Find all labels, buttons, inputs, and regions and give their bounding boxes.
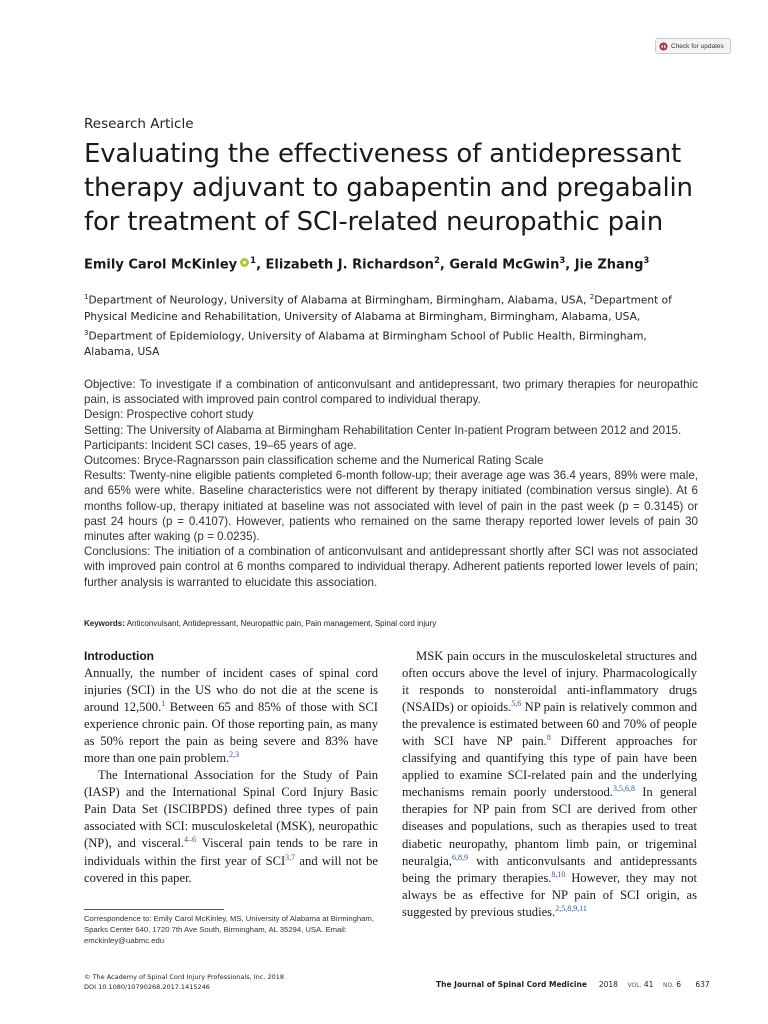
author-name[interactable]: Jie Zhang xyxy=(574,257,644,273)
abstract-objective xyxy=(84,377,698,407)
volume-label: VOL. xyxy=(627,982,642,989)
affiliation-text: Department of Neurology, University of Alabama at Birmingham, Birmingham, Alabama, USA, xyxy=(88,294,587,307)
abstract-results xyxy=(84,468,698,544)
citation-link[interactable]: 5,6 xyxy=(511,698,522,708)
keywords-label: Keywords: xyxy=(84,619,125,628)
abstract-text: To investigate if a combination of anticonvulsant and antidepressant, two primary therapies for neuropathic pain, is associated with improved pain control compared to individual therapy. xyxy=(84,378,698,407)
journal-year: 2018 xyxy=(598,980,618,989)
section-heading-introduction: Introduction xyxy=(84,649,154,663)
abstract-outcomes xyxy=(84,453,698,468)
abstract-text: The University of Alabama at Birmingham Rehabilitation Center In-patient Program between 2012 and 2015. xyxy=(123,423,682,437)
body-column-left xyxy=(84,665,378,887)
footnote-divider xyxy=(84,909,224,910)
abstract-text: The initiation of a combination of anticonvulsant and antidepressant shortly after SCI was not associated with improved pain control at 6 months compared to individual therapy. Adherent patients reported lower levels of pain; further analysis is warranted to elucidate this association. xyxy=(84,545,698,589)
check-for-updates-label: Check for updates xyxy=(671,42,724,50)
body-paragraph: Annually, the number of incident cases of spinal cord injuries (SCI) in the US who do not die at the scene is around 12,500.$^1$ Between 65 and 85% of those with SCI experience chronic pain. Of those reporting pain, as many as 50% report the pain as being severe and 83% have more than one pain problem.$^{2,3}$ xyxy=(84,666,379,766)
journal-name: The Journal of Spinal Cord Medicine xyxy=(436,980,587,989)
issue-label: NO. xyxy=(662,982,674,989)
abstract-design xyxy=(84,407,698,422)
footer-copyright xyxy=(84,972,284,992)
author-affiliation-ref: 3 xyxy=(559,256,566,266)
abstract-label: Participants: xyxy=(84,438,148,452)
citation-link[interactable]: 4–6 xyxy=(184,835,197,845)
author-affiliation-ref: 2 xyxy=(433,256,440,266)
copyright-line: © The Academy of Spinal Cord Injury Professionals, Inc. 2018 xyxy=(84,973,285,981)
abstract xyxy=(84,377,698,590)
body-column-right xyxy=(402,648,697,921)
affiliation-text: Department of Epidemiology, University of Alabama at Birmingham School of Public Health, Birmingham, Alabama, USA xyxy=(84,330,647,359)
citation-link[interactable]: 1 xyxy=(161,698,166,708)
citation-link[interactable]: 2,3 xyxy=(229,750,240,760)
article-title: Evaluating the effectiveness of antidepressant therapy adjuvant to gabapentin and pregabalin for treatment of SCI-related neuropathic pain xyxy=(84,139,693,237)
crossmark-icon xyxy=(659,42,668,51)
citation-link[interactable]: 3,7 xyxy=(285,852,296,862)
citation-link[interactable]: 6,8,9 xyxy=(452,852,468,862)
page-number: 637 xyxy=(695,980,710,989)
author-affiliation-ref: 3 xyxy=(643,256,650,266)
abstract-conclusions xyxy=(84,544,698,590)
citation-link[interactable]: 2,5,8,9,11 xyxy=(555,903,587,913)
affiliation-text: Department of Physical Medicine and Rehabilitation, University of Alabama at Birmingham, Birmingham, Alabama, USA, xyxy=(84,294,672,323)
volume-number: 41 xyxy=(643,980,654,989)
author-list: Emily Carol McKinley $^1$, Elizabeth J. Richardson$^2$, Gerald McGwin$^3$, Jie Zhang$^3$ xyxy=(84,256,650,273)
abstract-label: Design: xyxy=(84,408,124,422)
abstract-label: Setting: xyxy=(84,423,124,437)
doi-line[interactable]: DOI 10.1080/10790268.2017.1415246 xyxy=(84,983,210,991)
abstract-setting xyxy=(84,423,698,438)
abstract-text: Twenty-nine eligible patients completed 6-month follow-up; their average age was 36.4 years, 89% were male, and 65% were white. Baseline characteristics were not different by therapy initiated (combination versus single). At 6 months follow-up, therapy initiated at baseline was not associated with level of pain in the past week (p = 0.3145) or past 24 hours (p = 0.4107). However, patients who remained on the same therapy reported lower levels of pain 30 minutes after waking (p = 0.0235). xyxy=(84,469,698,544)
keywords xyxy=(84,619,436,628)
citation-link[interactable]: 8,10 xyxy=(551,869,566,879)
abstract-label: Outcomes: xyxy=(84,454,141,468)
affiliations xyxy=(84,289,694,360)
keywords-text: Anticonvulsant, Antidepressant, Neuropathic pain, Pain management, Spinal cord injury xyxy=(124,619,437,628)
affiliation-marker: 1 xyxy=(84,293,89,301)
abstract-label: Conclusions: xyxy=(84,545,151,559)
author-name[interactable]: Gerald McGwin xyxy=(449,257,560,273)
citation-link[interactable]: 3,5,6,8 xyxy=(612,784,635,794)
article-type: Research Article xyxy=(84,116,194,132)
author-name[interactable]: Elizabeth J. Richardson xyxy=(265,257,434,273)
abstract-text: Incident SCI cases, 19–65 years of age. xyxy=(147,438,357,452)
author-affiliation-ref: 1 xyxy=(250,256,257,266)
check-for-updates-button[interactable] xyxy=(655,38,731,54)
correspondence-note: Correspondence to: Emily Carol McKinley, MS, University of Alabama at Birmingham, Sparks Center 640, 1720 7th Ave South, Birmingham, AL 35294, USA. Email: emckinley@uabmc.edu xyxy=(84,914,374,945)
abstract-text: Bryce-Ragnarsson pain classification scheme and the Numerical Rating Scale xyxy=(140,454,544,468)
issue-number: 6 xyxy=(676,980,682,989)
abstract-text: Prospective cohort study xyxy=(123,408,254,422)
body-paragraph: MSK pain occurs in the musculoskeletal structures and often occurs above the level of injury. Pharmacologically it responds to nonsteroidal anti-inflammatory drugs (NSAIDs) or opioids.$^{5,6}$ NP pain is relatively common and the prevalence is estimated between 60 and 70% of people with SCI have NP pain.$^8$ Different approaches for classifying and quantifying this type of pain have been applied to examine SCI-related pain and the underlying mechanisms remain poorly understood.$^{3,5,6,8}$ In general therapies for NP pain from SCI are derived from other diseases and populations, such as therapies used to treat diabetic neuropathy, phantom limb pain, or trigeminal neuralgia,$^{6,8,9}$ with anticonvulsants and antidepressants being the primary therapies.$^{8,10}$ However, they may not always be as effective for NP pain of SCI origin, as suggested by previous studies.$^{2,5,8,9,11}$ xyxy=(402,649,698,919)
abstract-label: Results: xyxy=(84,469,126,483)
affiliation-marker: 2 xyxy=(589,293,595,301)
abstract-label: Objective: xyxy=(84,378,136,391)
body-paragraph: The International Association for the Study of Pain (IASP) and the International Spinal Cord Injury Basic Pain Data Set (ISCIBPDS) defined three types of pain associated with SCI: musculoskeletal (MSK), neuropathic (NP), and visceral.$^{4-6}$ Visceral pain tends to be rare in individuals within the first year of SCI$^{3,7}$ and will not be covered in this paper. xyxy=(84,768,378,885)
orcid-icon[interactable] xyxy=(240,258,249,267)
author-name[interactable]: Emily Carol McKinley xyxy=(84,257,238,273)
footer-journal-info xyxy=(436,980,710,989)
abstract-participants xyxy=(84,438,698,453)
affiliation-marker: 3 xyxy=(84,328,89,337)
citation-link[interactable]: 8 xyxy=(546,733,551,743)
